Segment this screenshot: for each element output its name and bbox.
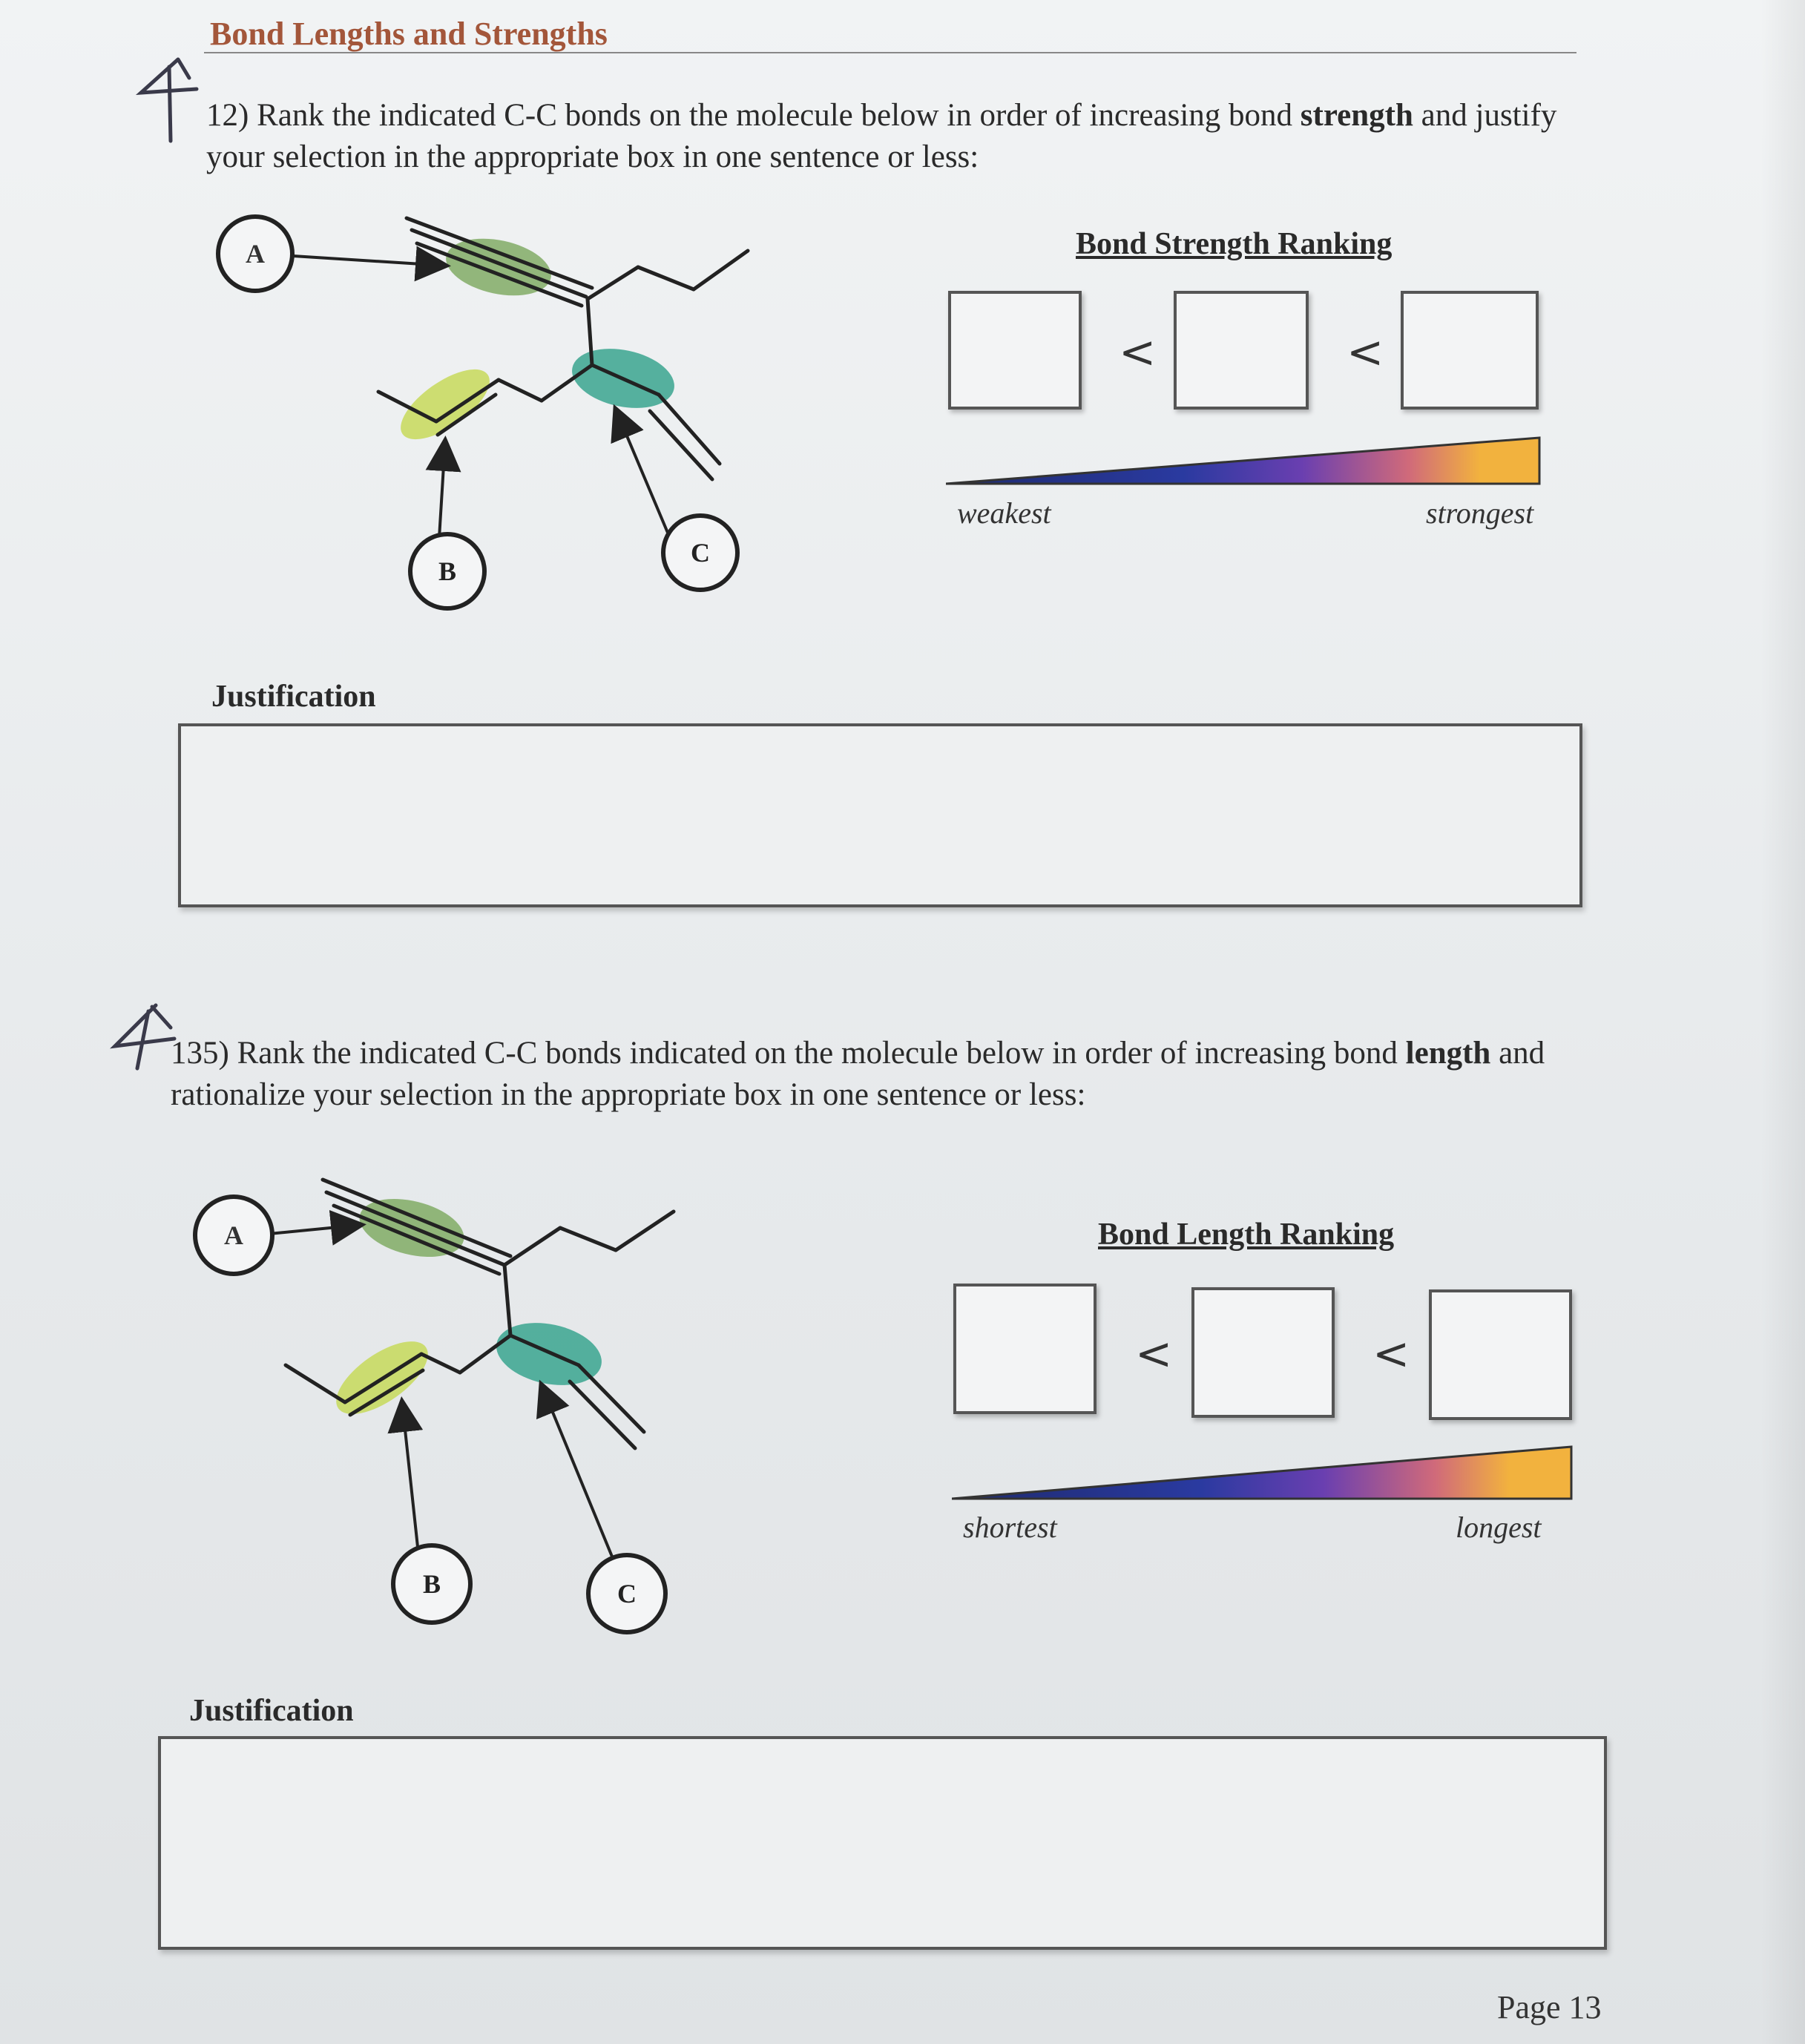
bond-label-c [663, 516, 737, 590]
length-rank-box-1[interactable] [953, 1284, 1097, 1414]
length-ranking-title: Bond Length Ranking [1098, 1217, 1395, 1252]
bond-label-c [588, 1555, 665, 1632]
strength-rank-box-1[interactable] [948, 291, 1082, 410]
less-than-sign: < [1372, 1328, 1410, 1380]
section-title: Bond Lengths and Strengths [210, 16, 608, 52]
question-13-prompt [171, 1033, 1580, 1116]
question-13-number: 135) [171, 1036, 237, 1071]
question-12-prompt [206, 95, 1579, 178]
bond-label-b [393, 1545, 470, 1623]
length-rank-box-3[interactable] [1429, 1289, 1572, 1420]
title-divider [204, 52, 1577, 53]
length-rank-box-2[interactable] [1191, 1287, 1335, 1418]
less-than-sign: < [1119, 326, 1157, 378]
molecule-diagram-q12 [200, 200, 764, 631]
justification-box-q13[interactable] [158, 1736, 1607, 1950]
question-13-text-end: and rationalize your selection in the appropriate box in one sentence or less: [171, 1036, 1545, 1112]
strength-rank-box-2[interactable] [1174, 291, 1309, 410]
scale-label-longest: longest [1456, 1511, 1542, 1544]
question-12-number: 12) [206, 98, 257, 133]
question-12-text-end: and justify your selection in the appropriate box in one sentence or less: [206, 98, 1557, 174]
svg-text:C: C [617, 1579, 637, 1608]
page-number: Page 13 [1497, 1989, 1602, 2025]
question-12-text-start: Rank the indicated C-C bonds on the molecule below in order of increasing bond [257, 98, 1301, 133]
bond-label-b [410, 534, 484, 608]
strength-rank-box-3[interactable] [1401, 291, 1539, 410]
scale-label-weakest: weakest [957, 496, 1051, 530]
strength-gradient-wedge [946, 436, 1543, 488]
svg-text:A: A [224, 1220, 243, 1250]
length-gradient-wedge [952, 1445, 1575, 1505]
question-12-emphasis: strength [1300, 98, 1413, 133]
molecule-diagram-q13 [178, 1176, 742, 1651]
question-13-emphasis: length [1405, 1036, 1491, 1071]
handwritten-mark-q12 [126, 52, 215, 148]
page-edge-shadow [1760, 0, 1805, 2044]
question-13-text-start: Rank the indicated C-C bonds indicated on the molecule below in order of increasing bond [237, 1036, 1406, 1071]
svg-text:A: A [246, 239, 265, 269]
less-than-sign: < [1347, 326, 1384, 378]
molecule-skeleton [378, 218, 748, 479]
svg-text:C: C [691, 538, 710, 568]
justification-label-q13: Justification [189, 1694, 354, 1728]
justification-box-q12[interactable] [178, 723, 1582, 907]
scale-label-shortest: shortest [963, 1511, 1057, 1544]
scale-label-strongest: strongest [1426, 496, 1534, 530]
svg-text:B: B [422, 1569, 441, 1599]
strength-ranking-title: Bond Strength Ranking [1076, 227, 1393, 261]
justification-label-q12: Justification [211, 680, 376, 714]
bond-label-a [218, 217, 292, 291]
less-than-sign: < [1135, 1328, 1173, 1380]
svg-text:B: B [438, 556, 457, 586]
bond-label-a [195, 1197, 272, 1274]
